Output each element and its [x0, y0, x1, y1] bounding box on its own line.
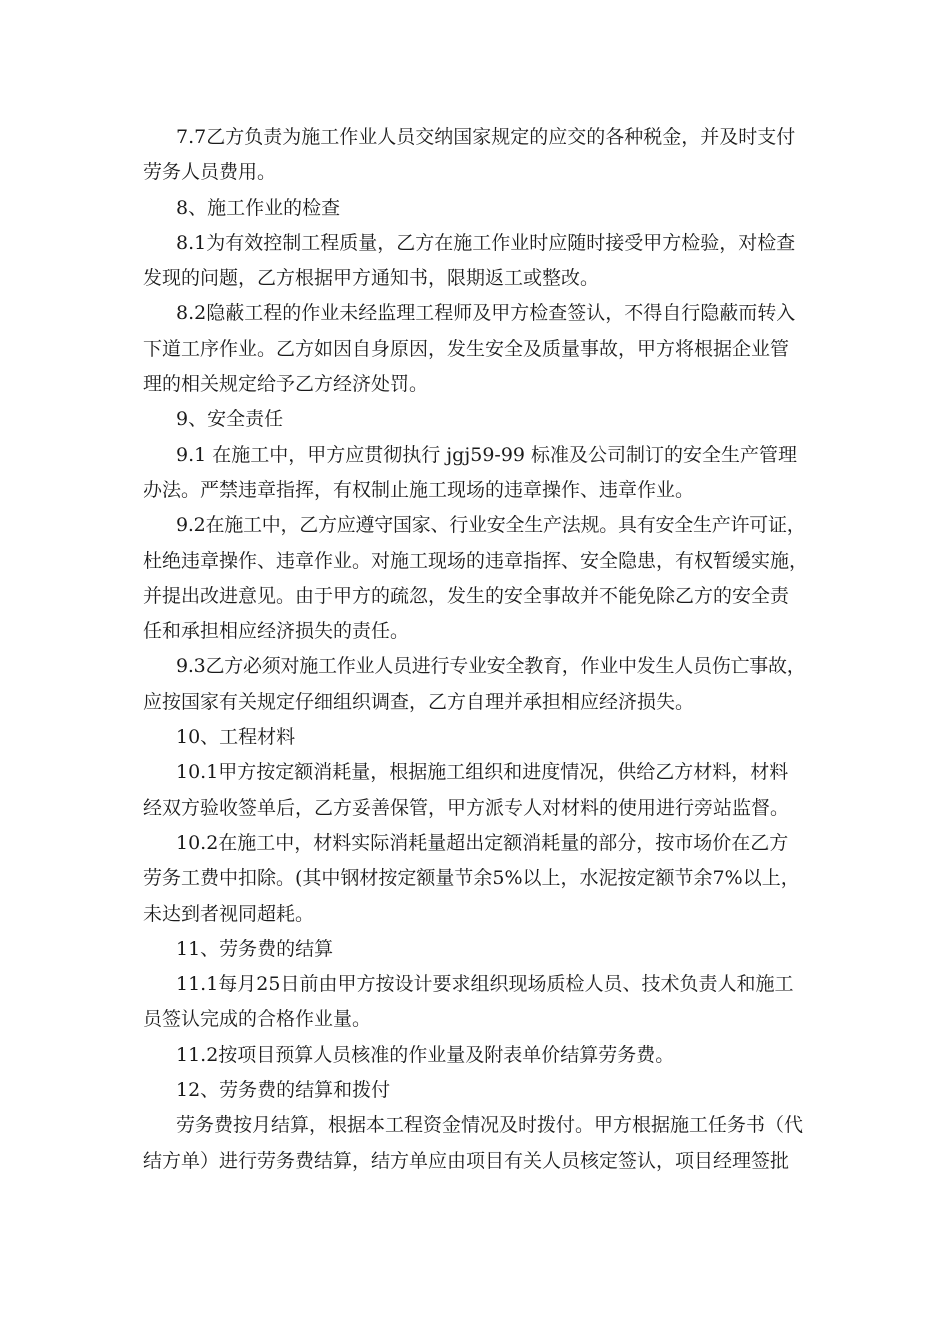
- text-line: 劳务工费中扣除。(其中钢材按定额量节余5%以上，水泥按定额节余7%以上，: [143, 867, 800, 890]
- text-line: 7.7乙方负责为施工作业人员交纳国家规定的应交的各种税金，并及时支付: [176, 126, 796, 148]
- text-line: 9.2在施工中，乙方应遵守国家、行业安全生产法规。具有安全生产许可证，: [176, 514, 806, 537]
- text-line: 杜绝违章操作、违章作业。对施工现场的违章指挥、安全隐患，有权暂缓实施，: [143, 549, 809, 572]
- text-line: 任和承担相应经济损失的责任。: [143, 620, 410, 643]
- text-line: 应按国家有关规定仔细组织调查，乙方自理并承担相应经济损失。: [143, 690, 695, 713]
- text-line: 并提出改进意见。由于甲方的疏忽，发生的安全事故并不能免除乙方的安全责: [143, 584, 790, 607]
- text-line: 办法。严禁违章指挥，有权制止施工现场的违章操作、违章作业。: [143, 478, 695, 501]
- text-line: 下道工序作业。乙方如因自身原因，发生安全及质量事故，甲方将根据企业管: [143, 337, 790, 360]
- text-line: 劳务人员费用。: [143, 161, 277, 184]
- text-line: 9.3乙方必须对施工作业人员进行专业安全教育，作业中发生人员伤亡事故，: [176, 655, 806, 678]
- text-line: 11.2按项目预算人员核准的作业量及附表单价结算劳务费。: [176, 1043, 675, 1066]
- text-line: 8.2隐蔽工程的作业未经监理工程师及甲方检查签认，不得自行隐蔽而转入: [176, 302, 796, 325]
- section-heading: 9、安全责任: [176, 408, 284, 431]
- section-heading: 11、劳务费的结算: [176, 937, 334, 960]
- text-line: 11.1每月25日前由甲方按设计要求组织现场质检人员、技术负责人和施工: [176, 973, 794, 996]
- text-line: 未达到者视同超耗。: [143, 902, 315, 925]
- text-line: 9.1 在施工中，甲方应贯彻执行 jgj59-99 标准及公司制订的安全生产管理: [176, 443, 798, 466]
- text-line: 结方单）进行劳务费结算，结方单应由项目有关人员核定签认，项目经理签批: [143, 1149, 790, 1172]
- text-line: 理的相关规定给予乙方经济处罚。: [143, 373, 429, 396]
- text-line: 经双方验收签单后，乙方妥善保管，甲方派专人对材料的使用进行旁站监督。: [143, 796, 790, 819]
- text-line: 劳务费按月结算，根据本工程资金情况及时拨付。甲方根据施工任务书（代: [176, 1114, 804, 1137]
- text-line: 发现的问题，乙方根据甲方通知书，限期返工或整改。: [143, 267, 600, 290]
- section-heading: 8、施工作业的检查: [176, 196, 341, 219]
- text-line: 10.1甲方按定额消耗量，根据施工组织和进度情况，供给乙方材料，材料: [176, 761, 789, 784]
- section-heading: 10、工程材料: [176, 726, 296, 749]
- document-body: [143, 120, 813, 1179]
- text-line: 10.2在施工中，材料实际消耗量超出定额消耗量的部分，按市场价在乙方: [176, 831, 789, 854]
- section-heading: 12、劳务费的结算和拨付: [176, 1079, 391, 1102]
- text-line: 8.1为有效控制工程质量，乙方在施工作业时应随时接受甲方检验，对检查: [176, 231, 796, 254]
- text-line: 员签认完成的合格作业量。: [143, 1008, 372, 1031]
